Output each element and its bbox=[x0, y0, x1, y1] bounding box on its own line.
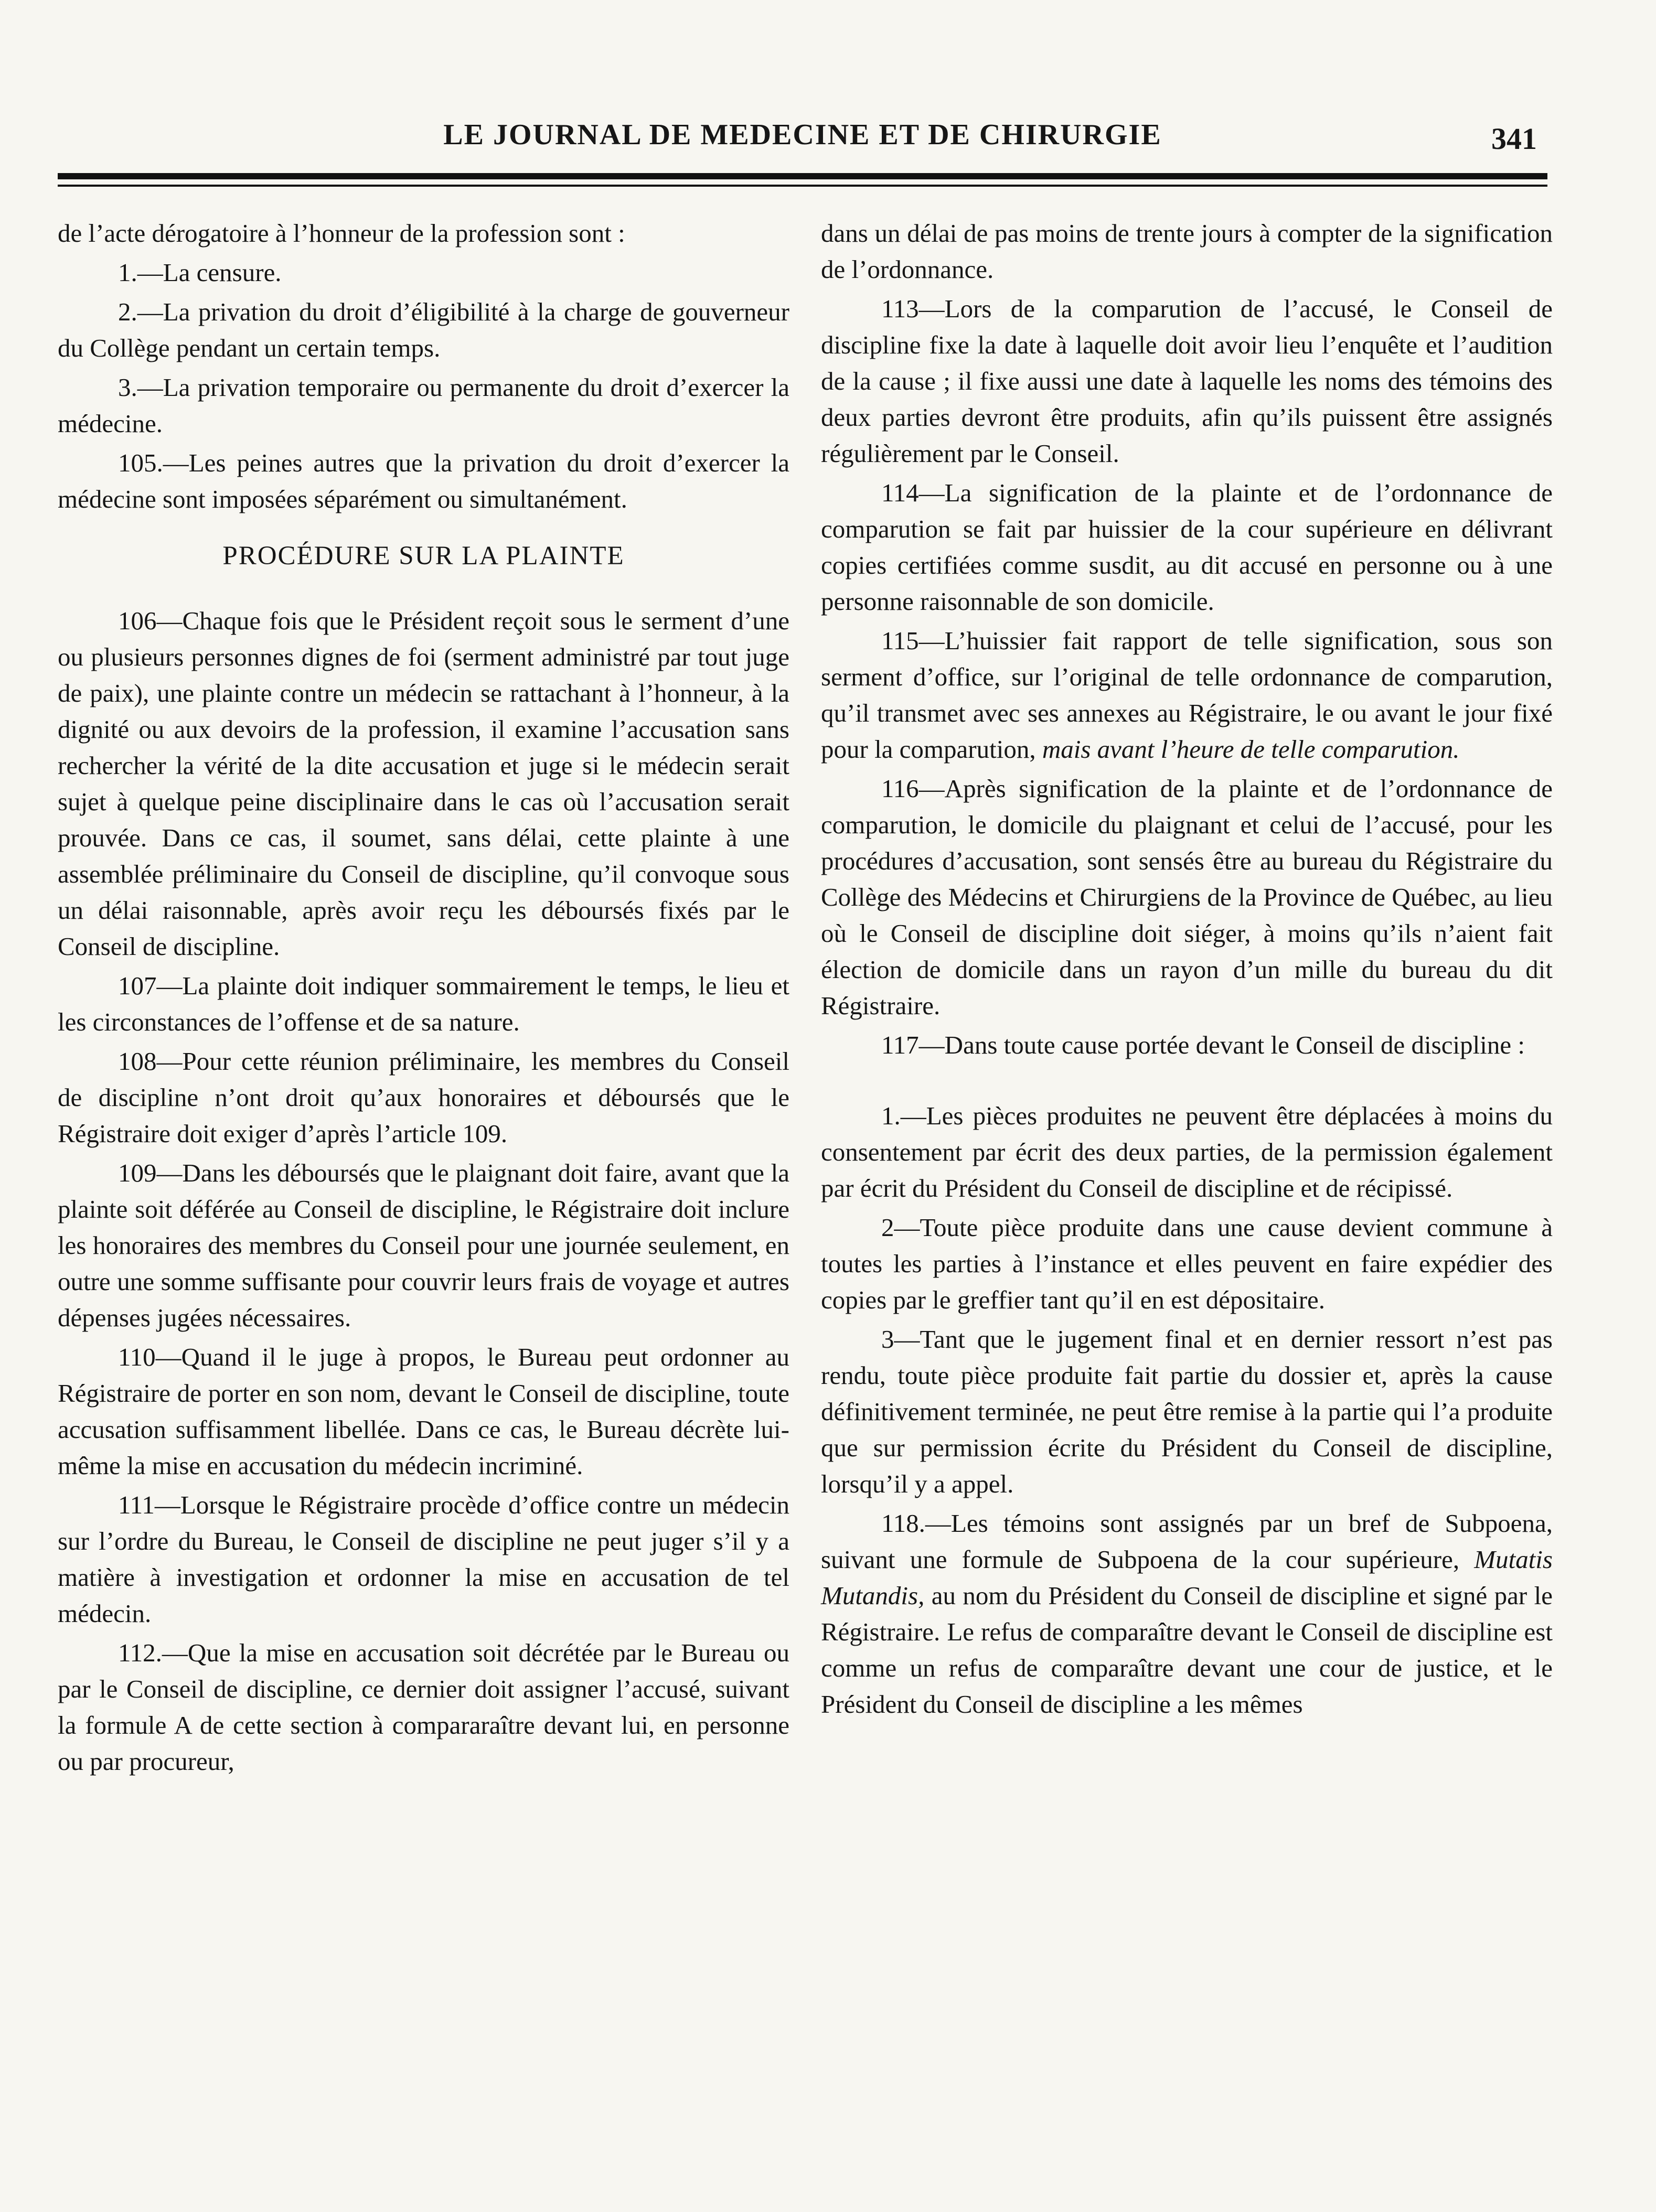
article-117: 117—Dans toute cause portée devant le Conseil de discipline : bbox=[881, 1030, 1525, 1059]
penalty-item-3: 3.—La privation temporaire ou permanente du droit d’exercer la médecine. bbox=[58, 373, 789, 438]
article-114: 114—La signification de la plainte et de l’ordonnance de comparution se fait par huissier de la cour supérieure en délivrant copies certifiées comme susdit, au dit accusé en personne ou à une personne raisonnable de son domicile. bbox=[821, 478, 1553, 616]
article-115 bbox=[821, 622, 1553, 767]
section-heading: PROCÉDURE SUR LA PLAINTE bbox=[222, 541, 625, 571]
article-118-text-b: au nom du Président du Conseil de discipline et signé par le Régistraire. Le refus de comparaître devant le Conseil de discipline est comme un refus de comparaître devant une cour de justice, et le Président du Conseil de discipline a les mêmes bbox=[821, 1581, 1553, 1719]
article-108: 108—Pour cette réunion préliminaire, les membres du Conseil de discipline n’ont droit qu’aux honoraires et déboursés que le Régistraire doit exiger d’après l’article 109. bbox=[58, 1047, 789, 1148]
article-107: 107—La plainte doit indiquer sommairement le temps, le lieu et les circonstances de l’offense et de sa nature. bbox=[58, 971, 789, 1036]
spacer bbox=[821, 1066, 1553, 1098]
right-column bbox=[821, 215, 1553, 1725]
article-115-text: 115—L’huissier fait rapport de telle signification, sous son serment d’office, sur l’original de telle ordonnance de comparution, qu’il transmet avec ses annexes au Régistraire, le ou avant le jour fixé pour la comparution, bbox=[821, 626, 1553, 764]
paragraph-intro: de l’acte dérogatoire à l’honneur de la profession sont : bbox=[58, 219, 625, 248]
article-118 bbox=[821, 1505, 1553, 1722]
article-105: 105.—Les peines autres que la privation du droit d’exercer la médecine sont imposées séparément ou simultanément. bbox=[58, 448, 789, 513]
article-113: 113—Lors de la comparution de l’accusé, le Conseil de discipline fixe la date à laquelle doit avoir lieu l’enquête et l’audition de la cause ; il fixe aussi une date à laquelle les noms des témoins des deux parties devront être produits, afin qu’ils puissent être assignés régulièrement par le Conseil. bbox=[821, 294, 1553, 468]
header-rule-thin bbox=[58, 185, 1547, 187]
article-118-italic: Mutatis Mutandis, bbox=[821, 1545, 1553, 1610]
penalty-item-2: 2.—La privation du droit d’éligibilité à la charge de gouverneur du Collège pendant un certain temps. bbox=[58, 297, 789, 362]
paragraph-continuation: dans un délai de pas moins de trente jours à compter de la signification de l’ordonnance. bbox=[821, 219, 1553, 284]
rule-item-3: 3—Tant que le jugement final et en dernier ressort n’est pas rendu, toute pièce produite fait partie du dossier et, après la cause définitivement terminée, ne peut être remise à la partie qui l’a produite que sur permission écrite du Président du Conseil de discipline, lorsqu’il y a appel. bbox=[821, 1325, 1553, 1498]
article-106: 106—Chaque fois que le Président reçoit sous le serment d’une ou plusieurs personnes dignes de foi (serment administré par tout juge de paix), une plainte contre un médecin se rattachant à l’honneur, à la dignité ou aux devoirs de la profession, il examine l’accusation sans rechercher la vérité de la dite accusation et juge si le médecin serait sujet à quelque peine disciplinaire dans le cas où l’accusation serait prouvée. Dans ce cas, il soumet, sans délai, cette plainte à une assemblée préliminaire du Conseil de discipline, qu’il convoque sous un délai raisonnable, après avoir reçu les déboursés fixés par le Conseil de discipline. bbox=[58, 606, 789, 961]
article-116: 116—Après signification de la plainte et de l’ordonnance de comparution, le domicile du plaignant et celui de l’accusé, pour les procédures d’accusation, sont sensés être au bureau du Régistraire du Collège des Médecins et Chirurgiens de la Province de Québec, au lieu où le Conseil de discipline doit siéger, à moins qu’ils n’aient fait élection de domicile dans un rayon d’un mille du bureau du dit Régistraire. bbox=[821, 774, 1553, 1020]
journal-title: LE JOURNAL DE MEDECINE ET DE CHIRURGIE bbox=[443, 119, 1162, 151]
article-112: 112.—Que la mise en accusation soit décrétée par le Bureau ou par le Conseil de discipline, ce dernier doit assigner l’accusé, suivant la formule A de cette section à compararaître devant lui, en personne ou par procureur, bbox=[58, 1638, 789, 1776]
header-rule-thick bbox=[58, 173, 1547, 179]
article-110: 110—Quand il le juge à propos, le Bureau peut ordonner au Régistraire de porter en son nom, devant le Conseil de discipline, toute accusation suffisamment libellée. Dans ce cas, le Bureau décrète lui-même la mise en accusation du médecin incriminé. bbox=[58, 1343, 789, 1480]
rule-item-2: 2—Toute pièce produite dans une cause devient commune à toutes les parties à l’instance et elles peuvent en faire expédier des copies par le greffier tant qu’il en est dépositaire. bbox=[821, 1213, 1553, 1314]
left-column bbox=[58, 215, 789, 1783]
article-111: 111—Lorsque le Régistraire procède d’office contre un médecin sur l’ordre du Bureau, le Conseil de discipline ne peut juger s’il y a matière à investigation et ordonner la mise en accusation de tel médecin. bbox=[58, 1490, 789, 1628]
penalty-item-1: 1.—La censure. bbox=[118, 258, 282, 287]
article-118-text-a: 118.—Les témoins sont assignés par un bref de Subpoena, suivant une formule de Subpoena de la cour supérieure, bbox=[821, 1509, 1553, 1574]
article-115-italic: mais avant l’heure de telle comparution. bbox=[1042, 735, 1460, 764]
rule-item-1: 1.—Les pièces produites ne peuvent être déplacées à moins du consentement par écrit des deux parties, de la permission également par écrit du Président du Conseil de discipline et de récipissé. bbox=[821, 1101, 1553, 1202]
page-number: 341 bbox=[1491, 122, 1537, 156]
running-header bbox=[58, 108, 1547, 170]
article-109: 109—Dans les déboursés que le plaignant doit faire, avant que la plainte soit déférée au Conseil de discipline, le Régistraire doit inclure les honoraires des membres du Conseil pour une journée seulement, en outre une somme suffisante pour couvrir leurs frais de voyage et autres dépenses jugées nécessaires. bbox=[58, 1158, 789, 1332]
